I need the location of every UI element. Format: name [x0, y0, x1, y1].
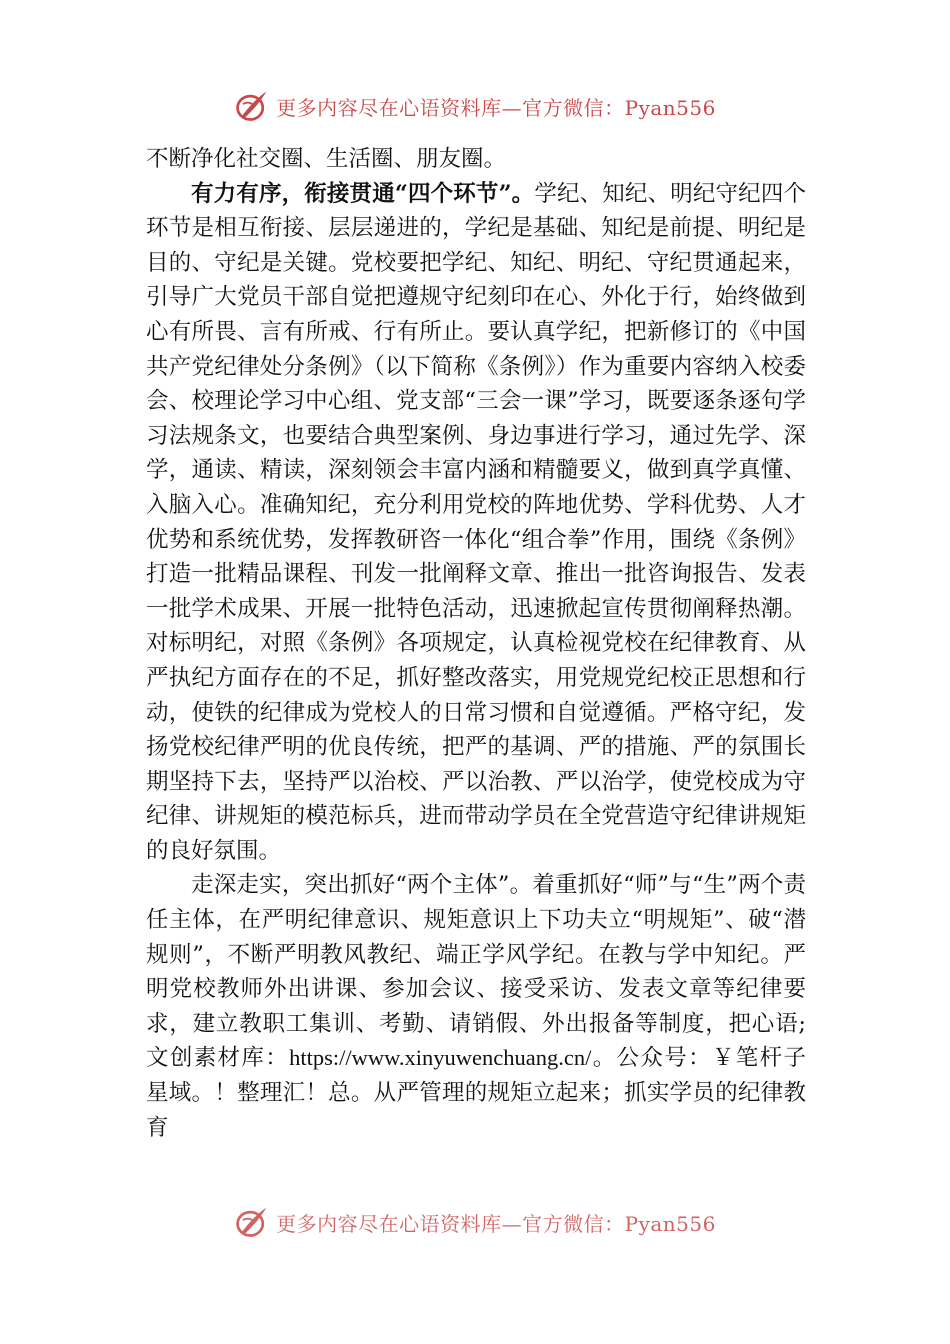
- quill-logo-icon: [234, 1204, 270, 1240]
- paragraph-text: 。公众号：￥笔杆子星域。！整理汇！总。从严管理的规矩立起来；抓实学员的纪律教育: [146, 1045, 806, 1141]
- footer-watermark-text: 更多内容尽在心语资料库—官方微信：Pyan556: [276, 1211, 716, 1236]
- paragraph-heading: 有力有序，衔接贯通“四个环节”。: [191, 180, 535, 207]
- paragraph-continuation: [146, 142, 806, 177]
- document-body: [146, 142, 806, 1145]
- header-watermark: [0, 86, 950, 126]
- source-url-link[interactable]: https://www.xinyuwenchuang.cn/: [289, 1045, 592, 1071]
- paragraph-text: 学纪、知纪、明纪守纪四个环节是相互衔接、层层递进的，学纪是基础、知纪是前提、明纪是目的、守纪是关键。党校要把学纪、知纪、明纪、守纪贯通起来，引导广大党员干部自觉把遵规守纪刻印在心、外化于行，始终做到心有所畏、言有所戒、行有所止。要认真学纪，把新修订的《中国共产党纪律处分条例》（以下简称《条例》）作为重要内容纳入校委会、校理论学习中心组、党支部“三会一课”学习，既要逐条逐句学习法规条文，也要结合典型案例、身边事进行学习，通过先学、深学，通读、精读，深刻领会丰富内涵和精髓要义，做到真学真懂、入脑入心。准确知纪，充分利用党校的阵地优势、学科优势、人才优势和系统优势，发挥教研咨一体化“组合拳”作用，围绕《条例》打造一批精品课程、刊发一批阐释文章、推出一批咨询报告、发表一批学术成果、开展一批特色活动，迅速掀起宣传贯彻阐释热潮。对标明纪，对照《条例》各项规定，认真检视党校在纪律教育、从严执纪方面存在的不足，抓好整改落实，用党规党纪校正思想和行动，使铁的纪律成为党校人的日常习惯和自觉遵循。严格守纪，发扬党校纪律严明的优良传统，把严的基调、严的措施、严的氛围长期坚持下去，坚持严以治校、严以治教、严以治学，使党校成为守纪律、讲规矩的模范标兵，进而带动学员在全党营造守纪律讲规矩的良好氛围。: [146, 180, 806, 864]
- quill-logo-icon: [234, 88, 270, 124]
- paragraph-four-links: [146, 177, 806, 869]
- header-watermark-text: 更多内容尽在心语资料库—官方微信：Pyan556: [276, 95, 716, 120]
- footer-watermark: [0, 1205, 950, 1239]
- paragraph-text: 不断净化社交圈、生活圈、朋友圈。: [146, 146, 507, 172]
- paragraph-two-subjects: [146, 868, 806, 1145]
- paragraph-text: 走深走实，突出抓好“两个主体”。着重抓好“师”与“生”两个责任主体，在严明纪律意识、规矩意识上下功夫立“明规矩”、破“潜规则”，不断严明教风教纪、端正学风学纪。在教与学中知纪。严明党校教师外出讲课、参加会议、接受采访、发表文章等纪律要求，建立教职工集训、考勤、请销假、外出报备等制度，把心语;文创素材库：: [146, 872, 806, 1072]
